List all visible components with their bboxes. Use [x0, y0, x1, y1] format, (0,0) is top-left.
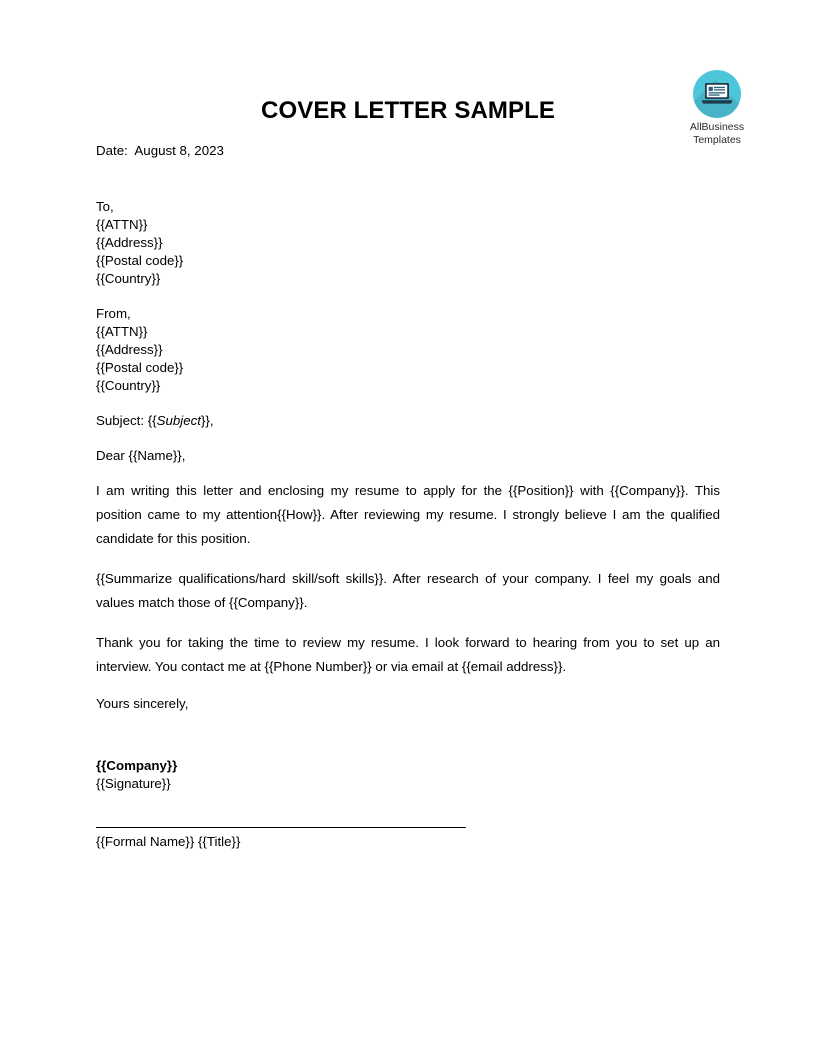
spacer	[96, 465, 720, 479]
spacer	[96, 430, 720, 447]
from-country: {{Country}}	[96, 378, 161, 393]
signature-line	[96, 827, 466, 828]
from-attn: {{ATTN}}	[96, 324, 148, 339]
logo-text-line1: AllBusiness	[689, 121, 745, 133]
spacer	[96, 288, 720, 305]
subject-suffix: }},	[200, 413, 214, 428]
spacer	[96, 615, 720, 631]
to-postal-code: {{Postal code}}	[96, 253, 184, 268]
from-address: {{Address}}	[96, 342, 163, 357]
from-heading: From,	[96, 306, 131, 321]
to-country: {{Country}}	[96, 271, 161, 286]
from-block	[96, 305, 720, 395]
salutation: Dear {{Name}},	[96, 448, 186, 463]
to-address: {{Address}}	[96, 235, 163, 250]
spacer	[96, 679, 720, 695]
spacer	[96, 713, 720, 757]
to-heading: To,	[96, 199, 114, 214]
logo-text-line2: Templates	[693, 133, 741, 146]
date-line: Date: August 8, 2023	[96, 143, 224, 158]
page-title: COVER LETTER SAMPLE	[261, 97, 555, 124]
spacer	[96, 551, 720, 567]
signature-placeholder: {{Signature}}	[96, 776, 171, 791]
subject-line	[96, 412, 720, 430]
body-paragraph-1: I am writing this letter and enclosing my resume to apply for the {{Position}} with {{Company}}. This position came to my attention{{How}}. After reviewing my resume. I strongly believe I am the qualified candidate for this position.	[96, 483, 720, 546]
to-block	[96, 198, 720, 288]
subject-placeholder: Subject	[156, 413, 201, 428]
subject-prefix: Subject: {{	[96, 413, 157, 428]
spacer	[96, 793, 720, 827]
spacer	[96, 395, 720, 412]
signature-company: {{Company}}	[96, 758, 178, 773]
from-postal-code: {{Postal code}}	[96, 360, 184, 375]
closing-line: Yours sincerely,	[96, 696, 189, 711]
signature-formal-name-title: {{Formal Name}} {{Title}}	[96, 834, 241, 849]
to-attn: {{ATTN}}	[96, 217, 148, 232]
letter-body	[96, 142, 720, 851]
body-paragraph-2: {{Summarize qualifications/hard skill/soft skills}}. After research of your company. I feel my goals and values match those of {{Company}}.	[96, 571, 720, 610]
body-paragraph-3: Thank you for taking the time to review my resume. I look forward to hearing from you to set up an interview. You contact me at {{Phone Number}} or via email at {{email address}}.	[96, 635, 720, 674]
spacer	[96, 160, 720, 198]
